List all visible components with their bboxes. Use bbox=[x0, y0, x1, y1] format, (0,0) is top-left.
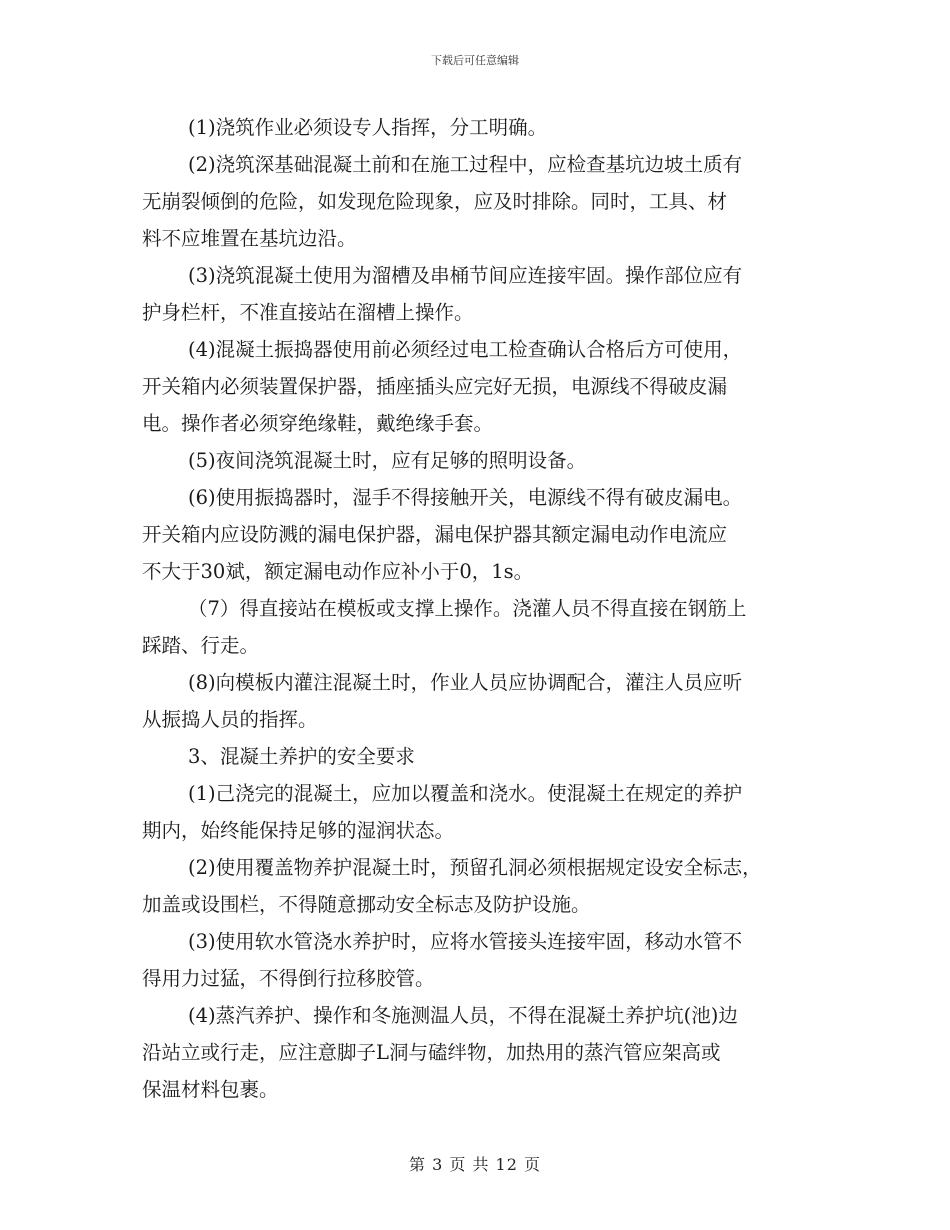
paragraph-line: (1)浇筑作业必须设专人指挥，分工明确。 bbox=[188, 116, 548, 139]
paragraph-line: (5)夜间浇筑混凝土时，应有足够的照明设备。 bbox=[188, 449, 587, 472]
paragraph-line: 踩踏、行走。 bbox=[142, 634, 260, 657]
paragraph-line: (3)浇筑混凝土使用为溜槽及串桶节间应连接牢固。操作部位应有 bbox=[188, 264, 743, 287]
paragraph-line: 从振捣人员的指挥。 bbox=[142, 708, 318, 731]
paragraph-line: (4)蒸汽养护、操作和冬施测温人员，不得在混凝土养护坑(池)边 bbox=[188, 1004, 738, 1027]
section-heading: 3、混凝土养护的安全要求 bbox=[188, 745, 415, 768]
paragraph-line: 保温材料包裹。 bbox=[142, 1078, 279, 1101]
paragraph-line: (2)使用覆盖物养护混凝土时，预留孔洞必须根据规定设安全标志， bbox=[188, 856, 762, 879]
paragraph-line: 期内，始终能保持足够的湿润状态。 bbox=[142, 819, 455, 842]
paragraph-line: 加盖或设围栏，不得随意挪动安全标志及防护设施。 bbox=[142, 893, 591, 916]
page-footer: 第 3 页 共 12 页 bbox=[409, 1155, 541, 1174]
paragraph-line: (8)向模板内灌注混凝土时，作业人员应协调配合，灌注人员应听 bbox=[188, 671, 743, 694]
paragraph-line: （7）得直接站在模板或支撑上操作。浇灌人员不得直接在钢筋上 bbox=[188, 597, 747, 620]
paragraph-line: 电。操作者必须穿绝缘鞋，戴绝缘手套。 bbox=[142, 412, 494, 435]
paragraph-line: 得用力过猛，不得倒行拉移胶管。 bbox=[142, 967, 435, 990]
paragraph-line: 料不应堆置在基坑边沿。 bbox=[142, 227, 357, 250]
paragraph-line: 开关箱内应设防溅的漏电保护器，漏电保护器其额定漏电动作电流应 bbox=[142, 523, 728, 546]
paragraph-line: 开关箱内必须装置保护器，插座插头应完好无损，电源线不得破皮漏 bbox=[142, 375, 728, 398]
paragraph-line: 沿站立或行走，应注意脚子L洞与磕绊物，加热用的蒸汽管应架高或 bbox=[142, 1041, 721, 1064]
paragraph-line: 无崩裂倾倒的危险，如发现危险现象，应及时排除。同时，工具、材 bbox=[142, 190, 728, 213]
paragraph-line: 护身栏杆，不准直接站在溜槽上操作。 bbox=[142, 301, 474, 324]
page-header: 下载后可任意编辑 bbox=[431, 54, 519, 67]
paragraph-line: (6)使用振捣器时，湿手不得接触开关，电源线不得有破皮漏电。 bbox=[188, 486, 743, 509]
paragraph-line: 不大于30斌，额定漏电动作应补小于0，1s。 bbox=[142, 560, 534, 583]
paragraph-line: (1)己浇完的混凝土，应加以覆盖和浇水。使混凝土在规定的养护 bbox=[188, 782, 743, 805]
document-body bbox=[142, 109, 822, 1108]
paragraph-line: (3)使用软水管浇水养护时，应将水管接头连接牢固，移动水管不 bbox=[188, 930, 743, 953]
paragraph-line: (4)混凝土振捣器使用前必须经过电工检查确认合格后方可使用， bbox=[188, 338, 743, 361]
paragraph-line: (2)浇筑深基础混凝土前和在施工过程中，应检查基坑边坡土质有 bbox=[188, 153, 743, 176]
